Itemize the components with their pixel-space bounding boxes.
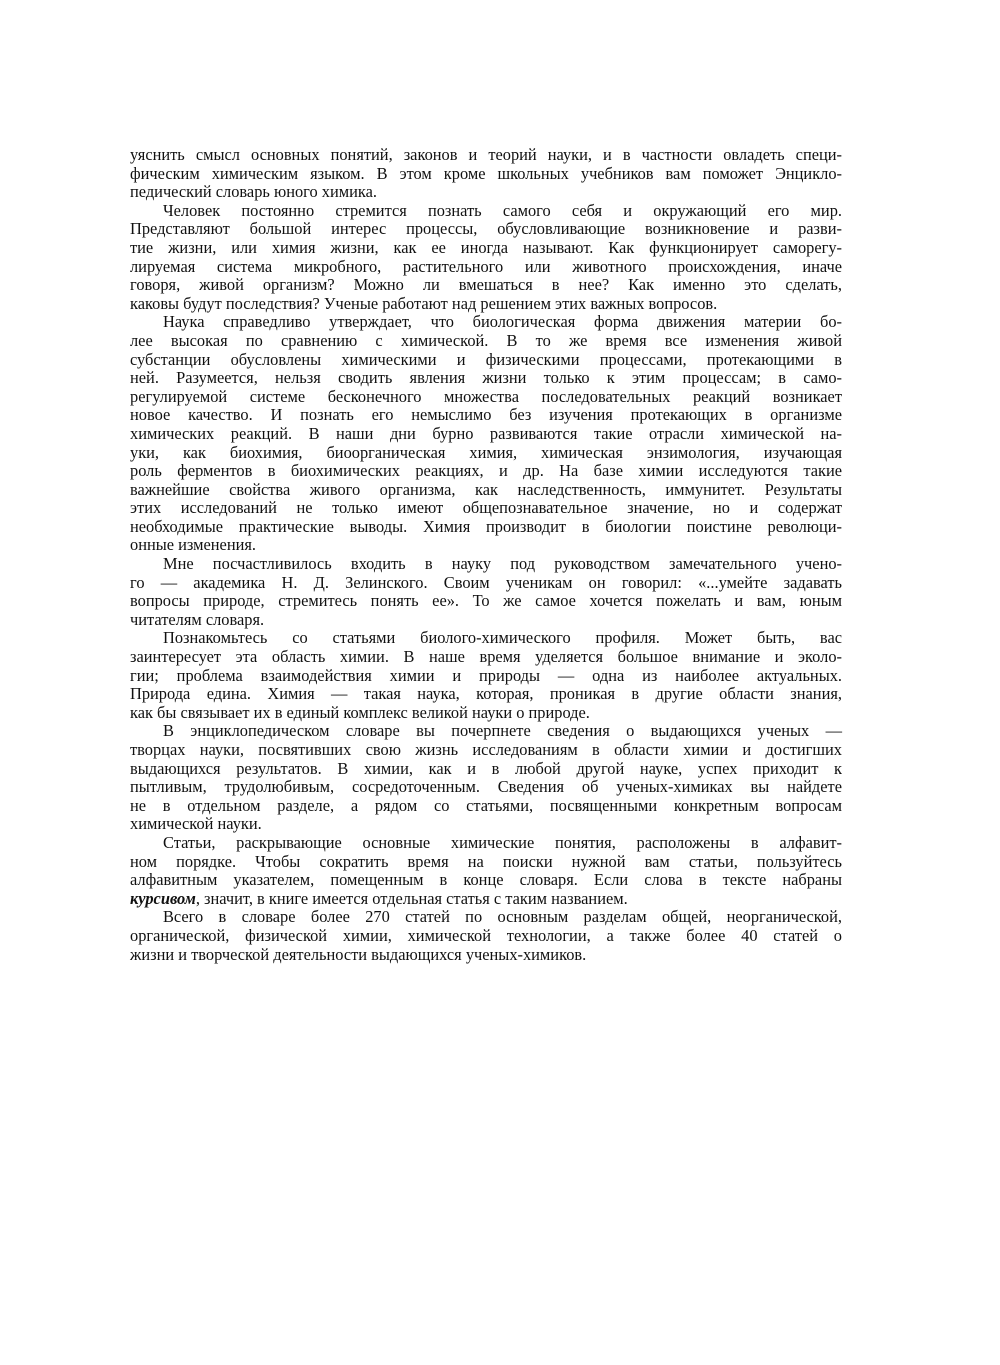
text-line bbox=[130, 890, 842, 909]
text-line: онные изменения. bbox=[130, 535, 257, 555]
text-line: каковы будут последствия? Ученые работают над решением этих важных вопросов. bbox=[130, 293, 718, 313]
text-line: Познакомьтесь со статьями биолого-химического профиля. Может быть, вас bbox=[163, 628, 842, 648]
text-line: важнейшие свойства живого организма, как наследственность, иммунитет. Результаты bbox=[130, 479, 842, 499]
text-line: заинтересует эта область химии. В наше время уделяется большое внимание и эколо- bbox=[130, 647, 842, 667]
paragraph-bio-chem-profile bbox=[130, 629, 842, 722]
text-line: тие жизни, или химия жизни, как ее иногда называют. Как функционирует саморегу- bbox=[130, 237, 842, 257]
text-line: не в отдельном разделе, а рядом со статьями, посвященными конкретным вопросам bbox=[130, 795, 842, 815]
text-fragment: , значит, в книге имеется отдельная статья с таким названием. bbox=[195, 888, 628, 908]
text-line: выдающихся результатов. В химии, как и в любой другой науке, успех приходит к bbox=[130, 758, 842, 778]
paragraph-summary bbox=[130, 908, 842, 964]
text-line: ном порядке. Чтобы сократить время на поиски нужной вам статьи, пользуйтесь bbox=[130, 851, 842, 871]
text-line: Всего в словаре более 270 статей по основным разделам общей, неорганической, bbox=[163, 907, 842, 927]
paragraph-human-knowledge bbox=[130, 202, 842, 314]
paragraph-biology-chemistry bbox=[130, 313, 842, 555]
text-line: го — академика Н. Д. Зелинского. Своим ученикам он говорил: «...умейте задавать bbox=[130, 572, 842, 592]
text-line: Представляют большой интерес процессы, обусловливающие возникновение и разви- bbox=[130, 219, 842, 239]
text-line: необходимые практические выводы. Химия производит в биологии поистине революци- bbox=[130, 516, 842, 536]
text-line: новое качество. И познать его немыслимо без изучения протекающих в организме bbox=[130, 405, 842, 425]
text-line: педический словарь юного химика. bbox=[130, 182, 377, 202]
paragraph-scientists bbox=[130, 722, 842, 834]
text-line: регулируемой системе бесконечного множества последовательных реакций возникает bbox=[130, 386, 842, 406]
text-line: этих исследований не только имеют общепознавательное значение, но и содержат bbox=[130, 498, 842, 518]
paragraph-alphabetical bbox=[130, 834, 842, 908]
text-line: как бы связывает их в единый комплекс великой науки о природе. bbox=[130, 702, 590, 722]
text-line: уки, как биохимия, биоорганическая химия, химическая энзимология, изучающая bbox=[130, 442, 842, 462]
text-line: пытливым, трудолюбивым, сосредоточенным. Сведения об ученых-химиках вы найдете bbox=[130, 777, 842, 797]
text-line: Наука справедливо утверждает, что биологическая форма движения материи бо- bbox=[163, 312, 842, 332]
text-line: Природа едина. Химия — такая наука, которая, проникая в другие области знания, bbox=[130, 684, 842, 704]
text-line: субстанции обусловлены химическими и физическими процессами, протекающими в bbox=[130, 349, 842, 369]
text-line: химических реакций. В наши дни бурно развиваются такие отрасли химической на- bbox=[130, 423, 842, 443]
text-line: В энциклопедическом словаре вы почерпнете сведения о выдающихся ученых — bbox=[163, 721, 842, 741]
text-line: жизни и творческой деятельности выдающихся ученых-химиков. bbox=[130, 944, 587, 964]
text-line: органической, физической химии, химической технологии, а также более 40 статей о bbox=[130, 925, 842, 945]
text-line: Статьи, раскрывающие основные химические понятия, расположены в алфавит- bbox=[163, 832, 842, 852]
text-line: алфавитным указателем, помещенным в конце словаря. Если слова в тексте набраны bbox=[130, 870, 842, 890]
text-line: Человек постоянно стремится познать самого себя и окружающий его мир. bbox=[163, 200, 842, 220]
text-line: лируемая система микробного, растительного или животного происхождения, иначе bbox=[130, 256, 842, 276]
text-line: фическим химическим языком. В этом кроме школьных учебников вам поможет Энцикло- bbox=[130, 163, 842, 183]
italic-term: курсивом bbox=[130, 888, 196, 908]
document-page bbox=[130, 146, 842, 964]
paragraph-intro-continuation bbox=[130, 146, 842, 202]
text-line: читателям словаря. bbox=[130, 609, 265, 629]
text-line: роль ферментов в биохимических реакциях, и др. На базе химии исследуются такие bbox=[130, 461, 842, 481]
text-line: вопросы природе, стремитесь понять ее». То же самое хочется пожелать и вам, юным bbox=[130, 591, 842, 611]
text-line: химической науки. bbox=[130, 814, 262, 834]
text-line: лее высокая по сравнению с химической. В то же время все изменения живой bbox=[130, 330, 842, 350]
paragraph-zelinsky bbox=[130, 555, 842, 629]
text-line: ней. Разумеется, нельзя сводить явления жизни только к этим процессам; в само- bbox=[130, 368, 842, 388]
text-line: уяснить смысл основных понятий, законов и теорий науки, и в частности овладеть специ- bbox=[130, 145, 842, 164]
text-line: Мне посчастливилось входить в науку под руководством замечательного учено- bbox=[163, 554, 842, 574]
text-line: творцах науки, посвятивших свою жизнь исследованиям в области химии и достигших bbox=[130, 740, 842, 759]
text-line: говоря, живой организм? Можно ли вмешаться в нее? Как именно это сделать, bbox=[130, 275, 842, 295]
text-line: гии; проблема взаимодействия химии и природы — одна из наиболее актуальных. bbox=[130, 665, 842, 685]
